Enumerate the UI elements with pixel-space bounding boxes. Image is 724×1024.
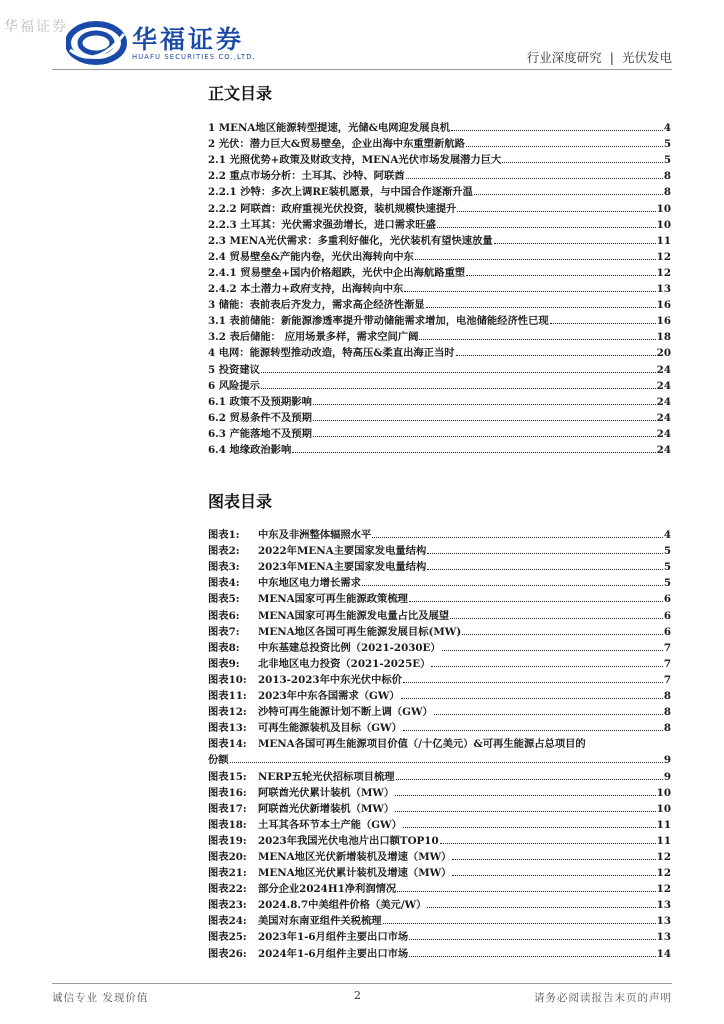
leader-dots: [313, 436, 656, 437]
page-number: 2: [354, 989, 361, 1002]
figure-title: 中东基建总投资比例（2021-2030E）: [258, 641, 441, 654]
figure-title: 土耳其各环节本土产能（GW）: [258, 818, 402, 831]
figure-entry[interactable]: [208, 702, 671, 718]
leader-dots: [427, 907, 655, 908]
figure-title: MENA地区各国可再生能源发展目标(MW): [258, 625, 462, 638]
toc-entry-title: 2.2 重点市场分析：土耳其、沙特、阿联酋: [208, 170, 405, 183]
figure-entry-label: [208, 577, 361, 589]
figure-number: 图表14:: [208, 738, 247, 751]
figure-number: 图表16:: [208, 786, 247, 799]
leader-dots: [261, 372, 656, 373]
figure-entry-page: 4: [663, 529, 671, 542]
figure-entry-page: 5: [663, 577, 671, 590]
logo-emblem-icon: [66, 20, 128, 66]
toc-entry-title: 2.2.2 阿联酋：政府重视光伏投资，装机规模快速提升: [208, 202, 457, 215]
figures-title: 图表目录: [208, 492, 273, 511]
toc-entry-page: 5: [663, 138, 671, 151]
toc-entry-page: 24: [656, 395, 671, 408]
figure-entry[interactable]: [208, 525, 671, 541]
leader-dots: [313, 420, 656, 421]
leader-dots: [440, 843, 656, 844]
toc-entry[interactable]: [208, 327, 671, 343]
toc-entry-page: 24: [656, 443, 671, 456]
toc-entry-title: 2.4.1 贸易壁垒+国内价格超跌，光伏中企出海航路重塑: [208, 266, 466, 279]
logo-chinese-name: 华福证券: [132, 25, 245, 54]
leader-dots: [456, 355, 656, 356]
figure-entry[interactable]: [208, 863, 671, 879]
figures-list: [208, 525, 671, 960]
toc-entry-title: 6.1 政策不及预期影响: [208, 395, 312, 408]
leader-dots: [292, 452, 655, 453]
figure-entry-page: 11: [656, 834, 671, 847]
toc-entry-page: 20: [656, 347, 671, 360]
figure-entry-label: [208, 883, 396, 895]
toc-entry-page: 11: [656, 234, 671, 247]
figure-entry-page: 12: [656, 850, 671, 863]
toc-entry[interactable]: [208, 295, 671, 311]
figure-entry-page: 6: [663, 593, 671, 606]
figure-entry[interactable]: [208, 605, 671, 621]
toc-entry[interactable]: [208, 150, 671, 166]
leader-dots: [415, 259, 656, 260]
figure-entry-page: 9: [663, 754, 671, 767]
toc-entry[interactable]: [208, 231, 671, 247]
figure-entry-page: 13: [656, 915, 671, 928]
figure-title: 美国对东南亚组件关税梳理: [258, 915, 382, 928]
figure-entry-label: [208, 819, 402, 831]
toc-entry-page: 18: [656, 331, 671, 344]
leader-dots: [466, 275, 656, 276]
toc-entry-page: 16: [656, 315, 671, 328]
toc-entry-title: 2.2.1 沙特：多次上调RE装机愿景，与中国合作逐渐升温: [208, 186, 473, 199]
figure-entry[interactable]: [208, 895, 671, 911]
leader-dots: [427, 569, 663, 570]
figure-number: 图表15:: [208, 770, 247, 783]
figure-entry[interactable]: [208, 557, 671, 573]
contents-title: 正文目录: [208, 84, 273, 103]
figure-title: 2013-2023年中东光伏中标价: [258, 673, 402, 686]
figure-entry-label: [208, 899, 426, 911]
toc-entry-title: 3.2 表后储能： 应用场景多样，需求空间广阔: [208, 331, 419, 344]
footer-disclaimer: 请务必阅读报告末页的声明: [534, 992, 672, 1004]
toc-entry-title: 2.2.3 土耳其：光伏需求强劲增长，进口需求旺盛: [208, 218, 436, 231]
figure-title: 2023年我国光伏电池片出口额TOP10: [258, 834, 439, 847]
toc-entry-page: 12: [656, 266, 671, 279]
toc-entry[interactable]: [208, 182, 671, 198]
figure-title: MENA地区光伏新增装机及增速（MW）: [258, 850, 452, 863]
figure-entry[interactable]: [208, 589, 671, 605]
figure-title: 北非地区电力投资（2021-2025E）: [258, 657, 431, 670]
figure-entry[interactable]: [208, 766, 671, 782]
figure-title: 2023年MENA主要国家发电量结构: [258, 561, 427, 574]
figure-title: 2023年中东各国需求（GW）: [258, 690, 400, 703]
toc-entry-title: 6.4 地缘政治影响: [208, 443, 292, 456]
figure-title: MENA国家可再生能源政策梳理: [258, 593, 408, 606]
figure-entry-page: 11: [656, 818, 671, 831]
leader-dots: [450, 618, 663, 619]
leader-dots: [426, 307, 656, 308]
toc-entry[interactable]: [208, 408, 671, 424]
figure-entry[interactable]: [208, 670, 671, 686]
leader-dots: [409, 956, 655, 957]
leader-dots: [230, 762, 663, 763]
figure-number: 图表19:: [208, 834, 247, 847]
toc-entry-title: 6 风险提示: [208, 379, 260, 392]
leader-dots: [502, 162, 663, 163]
figure-number: 图表26:: [208, 947, 247, 960]
leader-dots: [409, 601, 663, 602]
leader-dots: [427, 553, 663, 554]
figure-entry-page: 13: [656, 931, 671, 944]
figure-entry-page: 8: [663, 690, 671, 703]
figure-title: NERP五轮光伏招标项目梳理: [258, 770, 395, 783]
figure-title: MENA地区光伏累计装机及增速（MW）: [258, 867, 452, 880]
toc-entry-page: 24: [656, 427, 671, 440]
figure-number: 图表6:: [208, 609, 240, 622]
figure-entry-page: 13: [656, 899, 671, 912]
figure-number: 图表8:: [208, 641, 240, 654]
figure-number: 图表24:: [208, 915, 247, 928]
figure-entry-page: 6: [663, 609, 671, 622]
leader-dots: [434, 714, 663, 715]
toc-entry-page: 8: [663, 186, 671, 199]
leader-dots: [403, 730, 663, 731]
toc-entry[interactable]: [208, 198, 671, 214]
figure-entry-page: 10: [656, 802, 671, 815]
leader-dots: [431, 666, 662, 667]
toc-entry-page: 16: [656, 299, 671, 312]
leader-dots: [401, 698, 663, 699]
figure-title: 中东地区电力增长需求: [258, 577, 361, 590]
footer-slogan: 诚信专业 发现价值: [52, 992, 149, 1004]
leader-dots: [396, 779, 663, 780]
leader-dots: [452, 875, 655, 876]
toc-entry[interactable]: [208, 359, 671, 375]
toc-entry-title: 6.3 产能落地不及预期: [208, 427, 312, 440]
figure-entry[interactable]: [208, 541, 671, 557]
figure-entry-page: 12: [656, 867, 671, 880]
leader-dots: [383, 923, 656, 924]
toc-entry-page: 24: [656, 411, 671, 424]
leader-dots: [419, 339, 655, 340]
figure-number: 图表13:: [208, 722, 247, 735]
figure-entry-label: [208, 771, 395, 783]
figure-title: 阿联酋光伏新增装机（MW）: [258, 802, 395, 815]
figure-entry-label: [208, 787, 394, 799]
figure-entry-label: [208, 948, 408, 960]
figure-entry-label: [208, 738, 586, 750]
figure-title: 2023年1-6月组件主要出口市场: [258, 931, 409, 944]
figure-number: 图表7:: [208, 625, 240, 638]
figure-entry[interactable]: [208, 734, 671, 750]
figure-entry[interactable]: [208, 686, 671, 702]
figure-entry-label: [208, 835, 439, 847]
leader-dots: [409, 939, 655, 940]
leader-dots: [437, 227, 656, 228]
leader-dots: [395, 795, 655, 796]
figure-title: 阿联酋光伏累计装机（MW）: [258, 786, 395, 799]
figure-entry[interactable]: [208, 638, 671, 654]
footer-divider: [52, 983, 672, 984]
figure-number: 图表17:: [208, 802, 247, 815]
toc-entry-title: 6.2 贸易条件不及预期: [208, 411, 312, 424]
figure-entry[interactable]: [208, 943, 671, 959]
figure-number: 图表3:: [208, 561, 240, 574]
figure-entry-continuation[interactable]: [208, 750, 671, 766]
figure-title: 可再生能源装机及目标（GW）: [258, 722, 402, 735]
figure-entry-page: 8: [663, 706, 671, 719]
figure-number: 图表1:: [208, 529, 240, 542]
figure-entry[interactable]: [208, 927, 671, 943]
company-logo: [66, 20, 266, 66]
toc-entry-title: 2.3 MENA光伏需求：多重利好催化，光伏装机有望快速放量: [208, 234, 493, 247]
figure-number: 图表9:: [208, 657, 240, 670]
figure-entry-page: 7: [663, 641, 671, 654]
leader-dots: [457, 211, 655, 212]
header-separator: |: [609, 50, 614, 65]
figure-entry[interactable]: [208, 911, 671, 927]
figure-entry-label: [208, 803, 394, 815]
leader-dots: [397, 891, 655, 892]
toc-entry[interactable]: [208, 118, 671, 134]
figure-entry-label: [208, 690, 400, 702]
figure-entry-label: [208, 593, 408, 605]
figure-title: 沙特可再生能源计划不断上调（GW）: [258, 706, 433, 719]
leader-dots: [406, 178, 663, 179]
toc-entry[interactable]: [208, 263, 671, 279]
figure-number: 图表11:: [208, 690, 247, 703]
figure-entry-label: [208, 658, 430, 670]
leader-dots: [261, 388, 656, 389]
leader-dots: [462, 634, 663, 635]
toc-entry-title: 2.4 贸易壁垒&产能内卷，光伏出海转向中东: [208, 250, 414, 263]
logo-english-name: HUAFU SECURITIES CO.,LTD.: [132, 53, 256, 61]
figure-entry[interactable]: [208, 799, 671, 815]
figure-title: MENA各国可再生能源项目价值（/十亿美元）&可再生能源占总项目的: [258, 738, 586, 751]
leader-dots: [372, 537, 663, 538]
figure-entry-label: [208, 545, 426, 557]
figure-entry-label: [208, 706, 433, 718]
toc-entry[interactable]: [208, 376, 671, 392]
leader-dots: [474, 194, 663, 195]
toc-entry-title: 2.4.2 本土潜力+政府支持，出海转向中东: [208, 283, 404, 296]
figure-entry-label: [208, 931, 408, 943]
figure-title-continuation: 份额: [208, 754, 229, 767]
figure-entry-page: 5: [663, 545, 671, 558]
toc-entry[interactable]: [208, 311, 671, 327]
figure-entry-label: [208, 610, 449, 622]
leader-dots: [404, 291, 655, 292]
report-type: 行业深度研究: [526, 50, 602, 65]
figure-entry-page: 8: [663, 722, 671, 735]
leader-dots: [362, 585, 663, 586]
figure-number: 图表18:: [208, 818, 247, 831]
figure-number: 图表21:: [208, 867, 247, 880]
leader-dots: [494, 243, 656, 244]
figure-title: 2024年1-6月组件主要出口市场: [258, 947, 409, 960]
figure-entry-label: [208, 674, 402, 686]
toc-entry-title: 5 投资建议: [208, 363, 260, 376]
toc-entry[interactable]: [208, 392, 671, 408]
leader-dots: [395, 811, 655, 812]
figure-entry[interactable]: [208, 847, 671, 863]
contents-list: [208, 118, 671, 456]
figure-entry-label: [208, 851, 451, 863]
figure-entry[interactable]: [208, 654, 671, 670]
figure-number: 图表23:: [208, 899, 247, 912]
toc-entry-page: 13: [656, 283, 671, 296]
figure-entry-page: 14: [656, 947, 671, 960]
figure-title: 中东及非洲整体辐照水平: [258, 529, 372, 542]
figure-entry[interactable]: [208, 622, 671, 638]
figure-entry-page: 10: [656, 786, 671, 799]
toc-entry-page: 10: [656, 218, 671, 231]
figure-number: 图表25:: [208, 931, 247, 944]
figure-entry-label: [208, 626, 461, 638]
figure-entry-label: [208, 867, 451, 879]
toc-entry-title: 4 电网：能源转型推动改造，特高压&柔直出海正当时: [208, 347, 455, 360]
toc-entry-page: 24: [656, 363, 671, 376]
toc-entry-page: 8: [663, 170, 671, 183]
toc-entry-title: 3 储能：表前表后齐发力，需求高企经济性渐显: [208, 299, 425, 312]
figure-number: 图表10:: [208, 673, 247, 686]
figure-entry-page: 5: [663, 561, 671, 574]
toc-entry-page: 4: [663, 122, 671, 135]
figure-title: 2024.8.7中美组件价格（美元/W）: [258, 899, 427, 912]
toc-entry-title: 2 光伏：潜力巨大&贸易壁垒，企业出海中东重塑新航路: [208, 138, 465, 151]
leader-dots: [442, 650, 663, 651]
toc-entry-page: 5: [663, 154, 671, 167]
figure-title: 部分企业2024H1净利润情况: [258, 883, 397, 896]
figure-entry[interactable]: [208, 783, 671, 799]
watermark-text: 华福证券: [4, 19, 68, 35]
leader-dots: [451, 130, 663, 131]
toc-entry[interactable]: [208, 247, 671, 263]
leader-dots: [403, 827, 656, 828]
figure-number: 图表2:: [208, 545, 240, 558]
toc-entry[interactable]: [208, 134, 671, 150]
figure-entry-label: [208, 561, 426, 573]
report-sector: 光伏发电: [621, 50, 672, 65]
toc-entry[interactable]: [208, 215, 671, 231]
figure-entry-label: [208, 722, 402, 734]
report-category: [527, 48, 672, 66]
header-divider: [52, 69, 672, 70]
figure-number: 图表12:: [208, 706, 247, 719]
figure-entry[interactable]: [208, 879, 671, 895]
toc-entry[interactable]: [208, 279, 671, 295]
figure-entry-page: 6: [663, 625, 671, 638]
figure-entry-page: 7: [663, 657, 671, 670]
figure-entry-label: [208, 642, 441, 654]
figure-entry-label: [208, 915, 382, 927]
figure-entry-page: 12: [656, 883, 671, 896]
leader-dots: [452, 859, 655, 860]
toc-entry-page: 10: [656, 202, 671, 215]
toc-entry-page: 24: [656, 379, 671, 392]
toc-entry[interactable]: [208, 343, 671, 359]
figure-entry[interactable]: [208, 718, 671, 734]
figure-entry-label: [208, 529, 371, 541]
figure-number: 图表5:: [208, 593, 240, 606]
figure-entry-page: 7: [663, 673, 671, 686]
figure-entry[interactable]: [208, 815, 671, 831]
leader-dots: [550, 323, 656, 324]
leader-dots: [466, 146, 663, 147]
figure-number: 图表20:: [208, 850, 247, 863]
toc-entry[interactable]: [208, 424, 671, 440]
figure-entry[interactable]: [208, 573, 671, 589]
figure-number: 图表4:: [208, 577, 240, 590]
leader-dots: [313, 404, 656, 405]
figure-number: 图表22:: [208, 883, 247, 896]
figure-title: 2022年MENA主要国家发电量结构: [258, 545, 427, 558]
toc-entry-title: 1 MENA地区能源转型提速，光储&电网迎发展良机: [208, 122, 451, 135]
toc-entry-title: 3.1 表前储能：新能源渗透率提升带动储能需求增加，电池储能经济性已现: [208, 315, 549, 328]
toc-entry-page: 12: [656, 250, 671, 263]
toc-entry[interactable]: [208, 166, 671, 182]
figure-title: MENA国家可再生能源发电量占比及展望: [258, 609, 450, 622]
toc-entry[interactable]: [208, 440, 671, 456]
toc-entry-title: 2.1 光照优势+政策及财政支持，MENA光伏市场发展潜力巨大: [208, 154, 502, 167]
figure-entry-page: 9: [663, 770, 671, 783]
figure-entry[interactable]: [208, 831, 671, 847]
leader-dots: [403, 682, 663, 683]
